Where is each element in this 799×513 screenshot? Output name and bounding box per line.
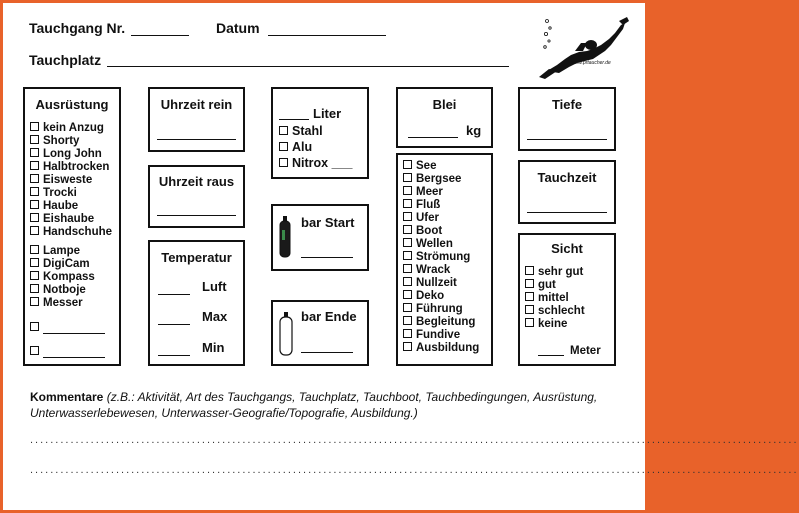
comments-hint: (z.B.: Aktivität, Art des Tauchgangs, Tauchplatz, Tauchboot, Tauchbedingungen, Ausrüstung, Unterwasserlebewesen, Unterwasser-Geografie/Topografie, Ausbildung.) bbox=[30, 390, 598, 420]
dive-number-field[interactable] bbox=[131, 35, 189, 36]
condition-option[interactable]: Wrack bbox=[403, 264, 450, 276]
condition-option[interactable]: Nullzeit bbox=[403, 277, 457, 289]
condition-option[interactable]: Deko bbox=[403, 290, 444, 302]
comment-line-1[interactable]: ........................................................................................................................................................ bbox=[30, 434, 799, 446]
checkbox[interactable] bbox=[30, 284, 39, 293]
diver-silhouette-icon bbox=[535, 15, 635, 81]
full-tank-icon bbox=[279, 216, 291, 258]
equipment-extra-1-field[interactable] bbox=[43, 333, 105, 334]
checkbox[interactable] bbox=[403, 290, 412, 299]
checkbox[interactable] bbox=[30, 322, 39, 331]
equipment-option[interactable]: Shorty bbox=[30, 135, 79, 147]
equipment-option[interactable]: Haube bbox=[30, 200, 78, 212]
checkbox[interactable] bbox=[30, 213, 39, 222]
visibility-option[interactable]: keine bbox=[525, 318, 567, 330]
tank-box bbox=[271, 87, 369, 179]
depth-box bbox=[518, 87, 616, 151]
checkbox[interactable] bbox=[403, 303, 412, 312]
date-field[interactable] bbox=[268, 35, 386, 36]
equipment-extra-2[interactable] bbox=[30, 346, 43, 358]
bar-end-box bbox=[271, 300, 369, 366]
comments-text bbox=[30, 389, 620, 421]
conditions-box bbox=[396, 153, 493, 366]
temp-max-label: Max bbox=[202, 309, 228, 324]
dive-site-label: Tauchplatz bbox=[29, 52, 102, 68]
checkbox[interactable] bbox=[525, 279, 534, 288]
equipment-option[interactable]: Eisweste bbox=[30, 174, 92, 186]
comments-label: Kommentare bbox=[30, 390, 104, 404]
checkbox[interactable] bbox=[403, 329, 412, 338]
condition-option[interactable]: Ausbildung bbox=[403, 342, 479, 354]
bar-start-box bbox=[271, 204, 369, 271]
condition-option[interactable]: Strömung bbox=[403, 251, 470, 263]
equipment-title: Ausrüstung bbox=[35, 97, 109, 112]
logo-url: www.prtaucher.de bbox=[571, 60, 611, 66]
bar-start-field[interactable] bbox=[301, 257, 353, 258]
dive-log-sheet bbox=[3, 3, 799, 510]
condition-option[interactable]: Führung bbox=[403, 303, 463, 315]
depth-field[interactable] bbox=[527, 139, 607, 140]
lead-title: Blei bbox=[432, 97, 457, 112]
condition-option[interactable]: Bergsee bbox=[403, 173, 461, 185]
temp-air-label: Luft bbox=[202, 279, 227, 294]
temp-max-field[interactable] bbox=[158, 324, 190, 325]
visibility-unit: Meter bbox=[570, 345, 601, 357]
condition-option[interactable]: Fluß bbox=[403, 199, 440, 211]
bar-end-label: bar Ende bbox=[301, 309, 357, 324]
time-out-box bbox=[148, 165, 245, 228]
checkbox[interactable] bbox=[30, 174, 39, 183]
diver-logo bbox=[535, 15, 635, 81]
time-out-field[interactable] bbox=[157, 215, 236, 216]
checkbox[interactable] bbox=[525, 292, 534, 301]
checkbox[interactable] bbox=[30, 346, 39, 355]
temp-min-label: Min bbox=[202, 340, 225, 355]
dive-time-field[interactable] bbox=[527, 212, 607, 213]
checkbox[interactable] bbox=[403, 251, 412, 260]
checkbox[interactable] bbox=[30, 200, 39, 209]
checkbox[interactable] bbox=[525, 266, 534, 275]
checkbox[interactable] bbox=[403, 277, 412, 286]
tank-option[interactable]: Nitrox ___ bbox=[279, 156, 352, 170]
depth-title: Tiefe bbox=[551, 97, 583, 112]
equipment-extra-2-field[interactable] bbox=[43, 357, 105, 358]
temperature-box bbox=[148, 240, 245, 366]
equipment-box bbox=[23, 87, 121, 366]
visibility-option[interactable]: mittel bbox=[525, 292, 569, 304]
equipment-option[interactable]: Lampe bbox=[30, 245, 80, 257]
checkbox[interactable] bbox=[403, 238, 412, 247]
checkbox[interactable] bbox=[403, 212, 412, 221]
checkbox[interactable] bbox=[279, 142, 288, 151]
equipment-extra-1[interactable] bbox=[30, 322, 43, 334]
time-in-title: Uhrzeit rein bbox=[160, 97, 233, 112]
checkbox[interactable] bbox=[30, 135, 39, 144]
equipment-option[interactable]: Halbtrocken bbox=[30, 161, 109, 173]
checkbox[interactable] bbox=[30, 148, 39, 157]
checkbox[interactable] bbox=[30, 187, 39, 196]
tank-liter-label: Liter bbox=[313, 106, 342, 121]
dive-time-box bbox=[518, 160, 616, 224]
time-in-field[interactable] bbox=[157, 139, 236, 140]
condition-option[interactable]: Boot bbox=[403, 225, 442, 237]
date-label: Datum bbox=[216, 20, 260, 36]
visibility-meters-field[interactable] bbox=[538, 355, 564, 356]
condition-option[interactable]: Meer bbox=[403, 186, 443, 198]
equipment-option[interactable]: Kompass bbox=[30, 271, 95, 283]
checkbox[interactable] bbox=[30, 161, 39, 170]
visibility-title: Sicht bbox=[551, 241, 583, 256]
checkbox[interactable] bbox=[279, 158, 288, 167]
checkbox[interactable] bbox=[30, 122, 39, 131]
visibility-option[interactable]: gut bbox=[525, 279, 556, 291]
checkbox[interactable] bbox=[525, 305, 534, 314]
equipment-option[interactable]: Notboje bbox=[30, 284, 86, 296]
condition-option[interactable]: Begleitung bbox=[403, 316, 475, 328]
bar-end-field[interactable] bbox=[301, 352, 353, 353]
condition-option[interactable]: Ufer bbox=[403, 212, 439, 224]
temperature-title: Temperatur bbox=[161, 250, 232, 265]
checkbox[interactable] bbox=[525, 318, 534, 327]
checkbox[interactable] bbox=[279, 126, 288, 135]
checkbox[interactable] bbox=[30, 226, 39, 235]
equipment-option[interactable]: kein Anzug bbox=[30, 122, 104, 134]
temp-min-field[interactable] bbox=[158, 355, 190, 356]
checkbox[interactable] bbox=[403, 342, 412, 351]
temp-air-field[interactable] bbox=[158, 294, 190, 295]
checkbox[interactable] bbox=[403, 225, 412, 234]
checkbox[interactable] bbox=[30, 271, 39, 280]
checkbox[interactable] bbox=[403, 199, 412, 208]
equipment-option[interactable]: Handschuhe bbox=[30, 226, 112, 238]
equipment-option[interactable]: Trocki bbox=[30, 187, 77, 199]
visibility-box bbox=[518, 233, 616, 366]
visibility-option[interactable]: sehr gut bbox=[525, 266, 583, 278]
dive-time-title: Tauchzeit bbox=[537, 170, 597, 185]
tank-option[interactable]: Alu bbox=[279, 140, 312, 154]
checkbox[interactable] bbox=[403, 160, 412, 169]
time-out-title: Uhrzeit raus bbox=[158, 174, 235, 189]
checkbox[interactable] bbox=[30, 297, 39, 306]
lead-box bbox=[396, 87, 493, 148]
condition-option[interactable]: Wellen bbox=[403, 238, 453, 250]
equipment-option[interactable]: Messer bbox=[30, 297, 83, 309]
checkbox[interactable] bbox=[30, 245, 39, 254]
tank-option[interactable]: Stahl bbox=[279, 124, 323, 138]
lead-unit: kg bbox=[466, 123, 482, 138]
empty-tank-icon bbox=[279, 312, 293, 356]
time-in-box bbox=[148, 87, 245, 152]
equipment-option[interactable]: DigiCam bbox=[30, 258, 90, 270]
checkbox[interactable] bbox=[403, 173, 412, 182]
visibility-option[interactable]: schlecht bbox=[525, 305, 585, 317]
dive-site-field[interactable] bbox=[107, 66, 509, 67]
tank-liter-field[interactable] bbox=[279, 119, 309, 120]
bar-start-label: bar Start bbox=[301, 215, 355, 230]
condition-option[interactable]: See bbox=[403, 160, 436, 172]
condition-option[interactable]: Fundive bbox=[403, 329, 460, 341]
comment-line-2[interactable]: ........................................................................................................................................................ bbox=[30, 464, 799, 476]
dive-number-label: Tauchgang Nr. bbox=[29, 20, 126, 36]
equipment-option[interactable]: Long John bbox=[30, 148, 102, 160]
checkbox[interactable] bbox=[30, 258, 39, 267]
checkbox[interactable] bbox=[403, 186, 412, 195]
checkbox[interactable] bbox=[403, 264, 412, 273]
equipment-option[interactable]: Eishaube bbox=[30, 213, 94, 225]
checkbox[interactable] bbox=[403, 316, 412, 325]
lead-field[interactable] bbox=[408, 137, 458, 138]
